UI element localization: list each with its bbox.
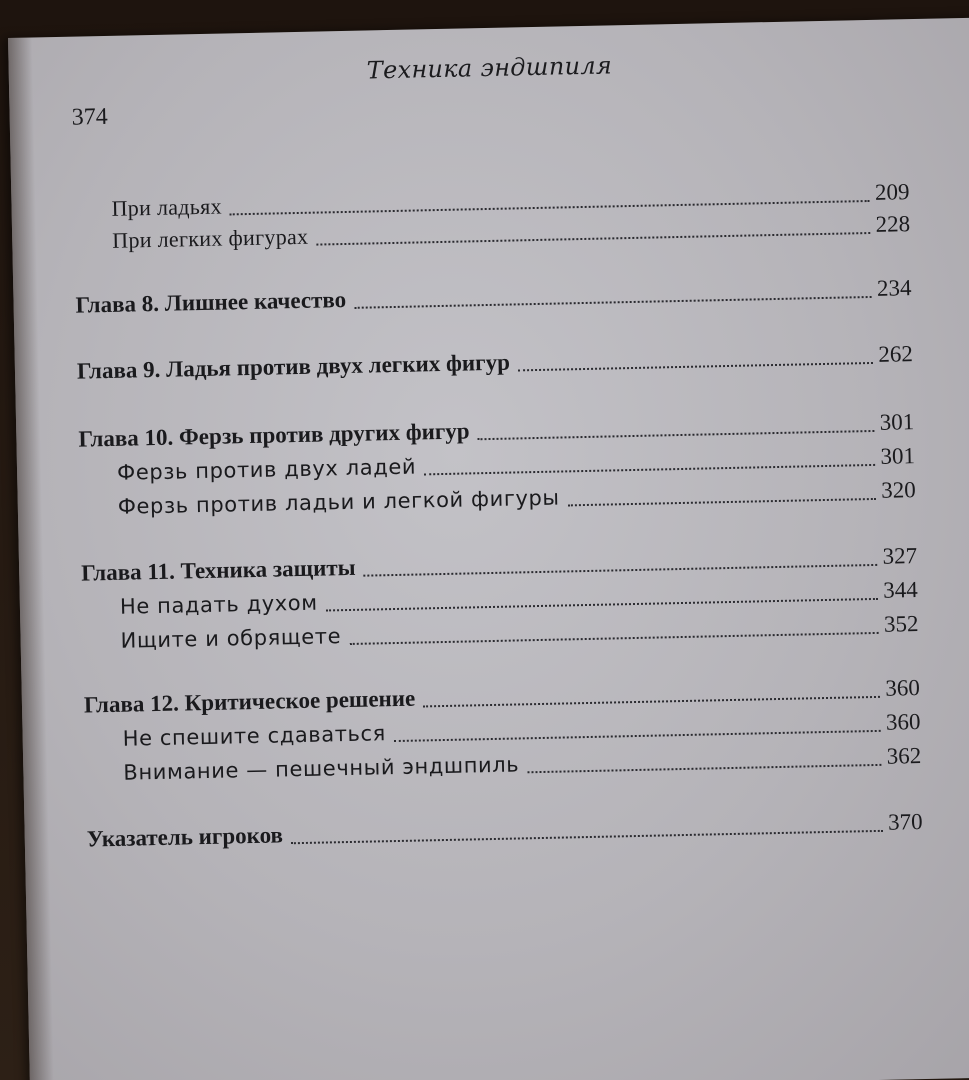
dot-leader: [364, 564, 877, 577]
toc-entry-page: 360: [885, 709, 921, 735]
toc-entry-chapter: [77, 341, 913, 385]
toc-entry-chapter: [75, 275, 911, 319]
running-head: Техника эндшпиля: [366, 51, 613, 85]
toc-entry-page: 370: [887, 809, 923, 835]
toc-entry-page: 301: [879, 409, 915, 435]
toc-entry-page: 344: [882, 577, 919, 603]
toc-entry-title: Не падать духом: [119, 590, 318, 619]
dot-leader: [316, 232, 869, 246]
toc-entry-title: Глава 9. Ладья против двух легких фигур: [76, 349, 511, 384]
toc-entry-title: Глава 11. Техника защиты: [80, 554, 356, 586]
dot-leader: [518, 362, 873, 371]
toc-entry-page: 262: [878, 341, 914, 367]
toc-entry-title: При ладьях: [111, 193, 223, 221]
dot-leader: [527, 764, 881, 773]
dot-leader: [394, 730, 880, 742]
toc-entry-page: 228: [875, 211, 911, 237]
dot-leader: [354, 296, 871, 309]
dot-leader: [291, 830, 882, 844]
toc-entry-page: 301: [880, 443, 916, 469]
table-of-contents: [72, 129, 923, 852]
toc-entry-title: Глава 8. Лишнее качество: [75, 286, 347, 318]
toc-entry-page: 360: [885, 675, 921, 701]
toc-entry-title: Ищите и обрящете: [120, 624, 342, 653]
toc-entry-title: Ферзь против ладьи и легкой фигуры: [117, 485, 560, 519]
toc-entry-title: Глава 10. Ферзь против других фигур: [78, 418, 470, 452]
toc-entry-page: 362: [886, 743, 922, 769]
dot-leader: [424, 464, 874, 475]
toc-entry-page: 327: [882, 543, 918, 569]
toc-entry-page: 209: [874, 179, 910, 205]
toc-entry-title: При легких фигурах: [111, 223, 309, 253]
toc-entry-page: 234: [876, 275, 912, 301]
toc-entry-title: Глава 12. Критическое решение: [83, 685, 416, 718]
toc-entry-section: [118, 477, 916, 520]
dot-leader: [423, 696, 879, 708]
toc-entry-title: Не спешите сдаваться: [122, 721, 387, 751]
toc-entry-title: Ферзь против двух ладей: [116, 454, 417, 485]
dot-leader: [349, 632, 878, 645]
toc-entry-title: Указатель игроков: [86, 822, 284, 852]
page-number: 374: [71, 103, 108, 131]
book-page: [8, 18, 969, 1080]
dot-leader: [326, 598, 878, 612]
toc-entry-chapter: [87, 809, 923, 853]
toc-entry-page: 320: [880, 477, 916, 503]
toc-entry-section: [123, 743, 921, 786]
toc-entry-title: Внимание — пешечный эндшпиль: [123, 752, 520, 785]
dot-leader: [478, 430, 874, 440]
dot-leader: [568, 498, 876, 506]
toc-entry-page: 352: [883, 611, 919, 637]
toc-entry-section: [120, 611, 918, 654]
